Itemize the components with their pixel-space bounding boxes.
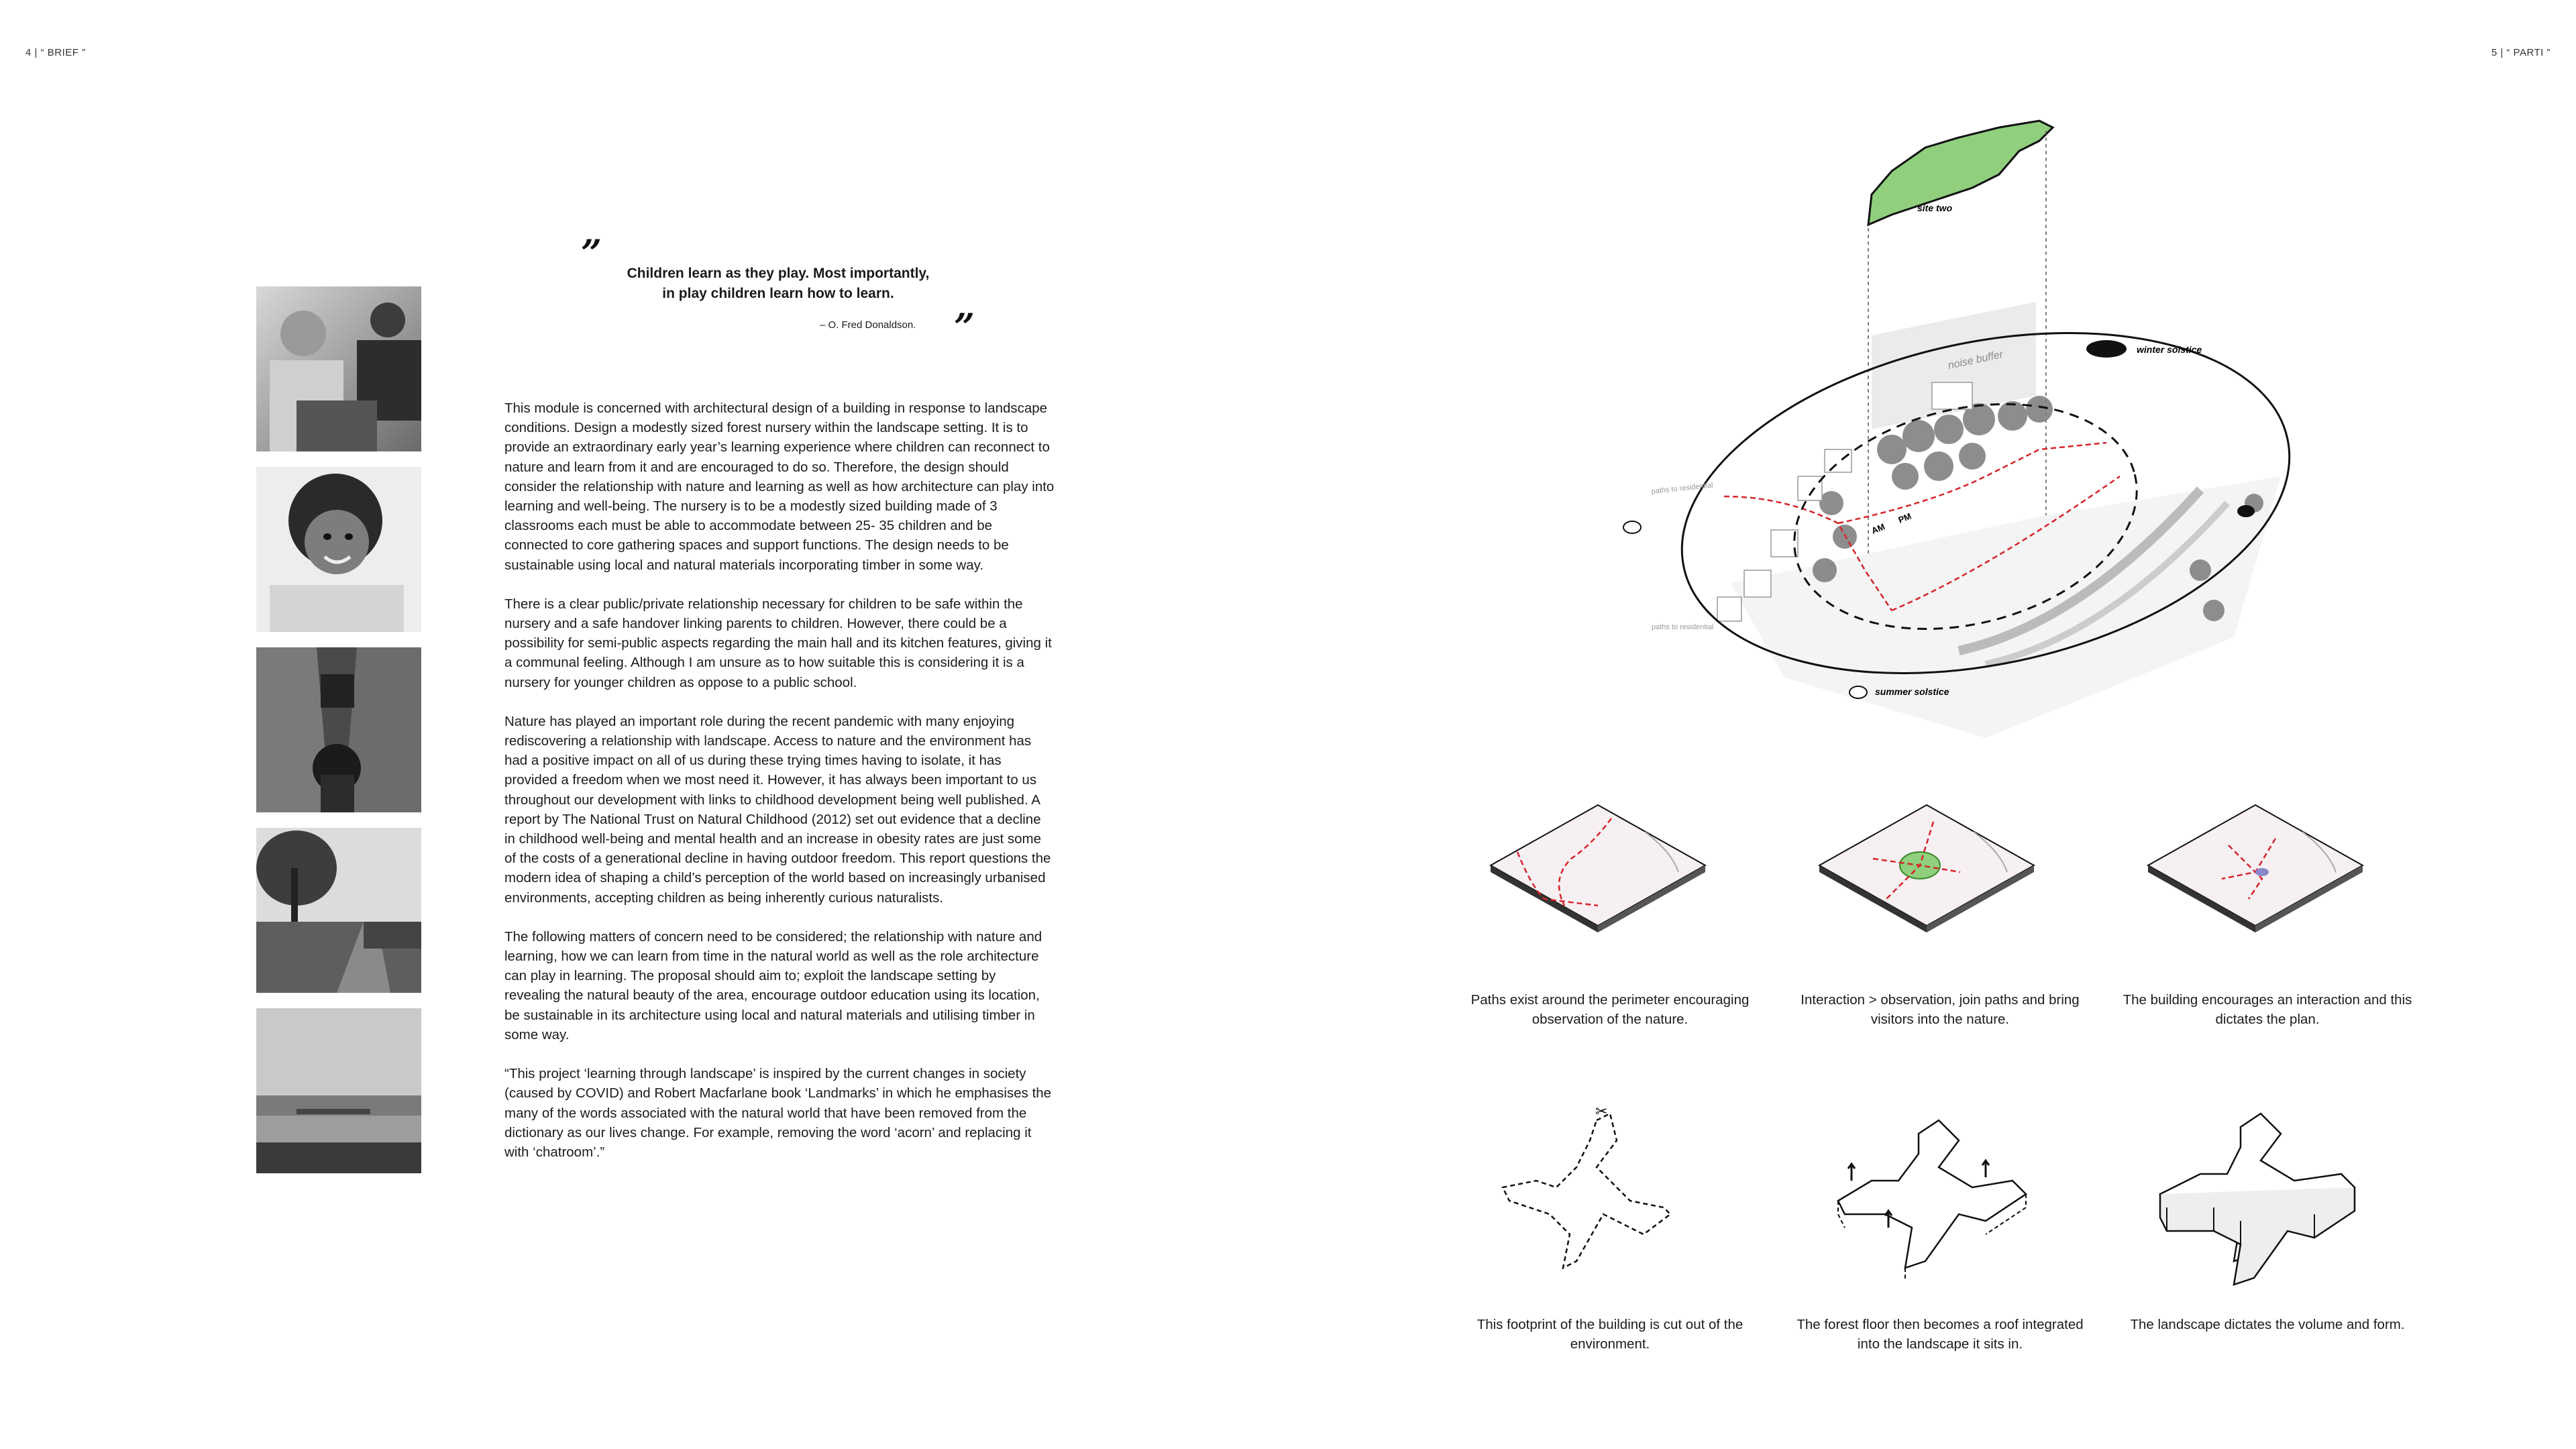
left-page-number: 4 | “ BRIEF ” — [25, 47, 86, 58]
label-pm: PM — [1896, 511, 1913, 525]
caption-roof: The forest floor then becomes a roof integrated into the landscape it sits in. — [1796, 1317, 2084, 1352]
right-page-number: 5 | “ PARTI ” — [2491, 47, 2551, 58]
paragraph: “This project ‘learning through landscape’ is inspired by the current changes in society (caused by COVID) and Robert Macfarlane book ‘Landmarks’ in which he emphasises the many of the words associated with the natural world that have been removed from the dictionary as our lives change. For example, removing the word ‘acorn’ and replacing it with ‘chatroom’.” — [504, 1066, 1052, 1160]
caption-volume: The landscape dictates the volume and form. — [2130, 1317, 2405, 1332]
label-winter-solstice: winter solstice — [2137, 344, 2202, 355]
diagram-volume-form — [2147, 1100, 2368, 1288]
label-am: AM — [1870, 521, 1886, 536]
caption-building-plan: The building encourages an interaction and this dictates the plan. — [2123, 992, 2412, 1027]
photo-smiling-child — [256, 467, 421, 632]
diagram-roof-integrated — [1825, 1100, 2039, 1288]
diagram-interaction-paths — [1819, 805, 2034, 953]
label-path-residential-1: paths to residential — [1651, 481, 1714, 496]
label-summer-solstice: summer solstice — [1875, 686, 1949, 697]
photo-children-playing — [256, 286, 421, 451]
diagram-perimeter-paths — [1491, 805, 1705, 953]
caption-footprint: This footprint of the building is cut out of the environment. — [1477, 1317, 1743, 1352]
diagram-building-plan — [2148, 805, 2363, 953]
site-two-plan — [1868, 121, 2053, 225]
quote-open-mark: ” — [581, 231, 602, 274]
brief-body-text — [504, 398, 1055, 1181]
quote-close-mark: ” — [954, 305, 975, 348]
paragraph: Nature has played an important role during the recent pandemic with many enjoying rediscovering a relationship with landscape. Access to nature and the environment has had a positive impact on all of us during these trying times having to isolate, it has provided a freedom when we most need it. However, it has always been important to us throughout our development with links to childhood development being well published. A report by The National Trust on Natural Childhood (2012) set out evidence that a decline in childhood well-being and mental health and an increase in obesity rates are just some of the costs of a generational decline in having outdoor freedom. This report questions the modern idea of shaping a child’s perception of the world based on increasingly urbanised environments, accepting children as being inherently curious naturalists. — [504, 713, 1051, 906]
site-axonometric-diagram — [1610, 101, 2281, 724]
label-site-two: site two — [1917, 203, 1953, 213]
quote-line-1: Children learn as they play. Most importantly, — [627, 266, 930, 281]
diagram-footprint-cut — [1496, 1100, 1697, 1288]
scissors-icon: ✂ — [1595, 1104, 1608, 1120]
label-noise-buffer: noise buffer — [1947, 348, 2004, 372]
paragraph: There is a clear public/private relationship necessary for children to be safe within the nursery and a safe handover linking parents to children. However, there could be a possibility for semi-public aspects regarding the main hall and its kitchen features, giving it a communal feeling. Although I am unsure as to how suitable this is considering it is a nursery for younger children as oppose to a public school. — [504, 596, 1052, 690]
photo-woodland-path — [256, 828, 421, 993]
photo-tunnel — [256, 647, 421, 812]
quote-text — [590, 264, 966, 304]
photo-river-landscape — [256, 1008, 421, 1173]
quote-line-2: in play children learn how to learn. — [662, 286, 894, 301]
paragraph: The following matters of concern need to be considered; the relationship with nature and learning, how we can learn from time in the natural world as well as the role architecture can play in learning. The proposal should aim to; exploit the landscape setting by revealing the natural beauty of the area, encourage outdoor education using its location, be sustainable in its architecture using local and natural materials and utilising timber in some way. — [504, 928, 1042, 1042]
caption-perimeter-paths: Paths exist around the perimeter encouraging observation of the nature. — [1470, 992, 1750, 1027]
quote-author: – O. Fred Donaldson. — [820, 319, 916, 331]
paragraph: This module is concerned with architectural design of a building in response to landscape conditions. Design a modestly sized forest nursery within the landscape setting. It is to provide an extraordinary early year’s learning experience where children can reconnect to nature and learn from it and are encouraged to do so. Therefore, the design should consider the relationship with nature and learning as well as how architecture can play into learning and well-being. The nursery is to be a modestly sized building made of 3 classrooms each must be able to accommodate between 25- 35 children and be connected to core gathering spaces and support functions. The design needs to be sustainable using local and natural materials incorporating timber in some way. — [504, 400, 1055, 573]
label-path-residential-2: paths to residential — [1652, 623, 1714, 631]
caption-interaction: Interaction > observation, join paths and bring visitors into the nature. — [1801, 992, 2080, 1027]
